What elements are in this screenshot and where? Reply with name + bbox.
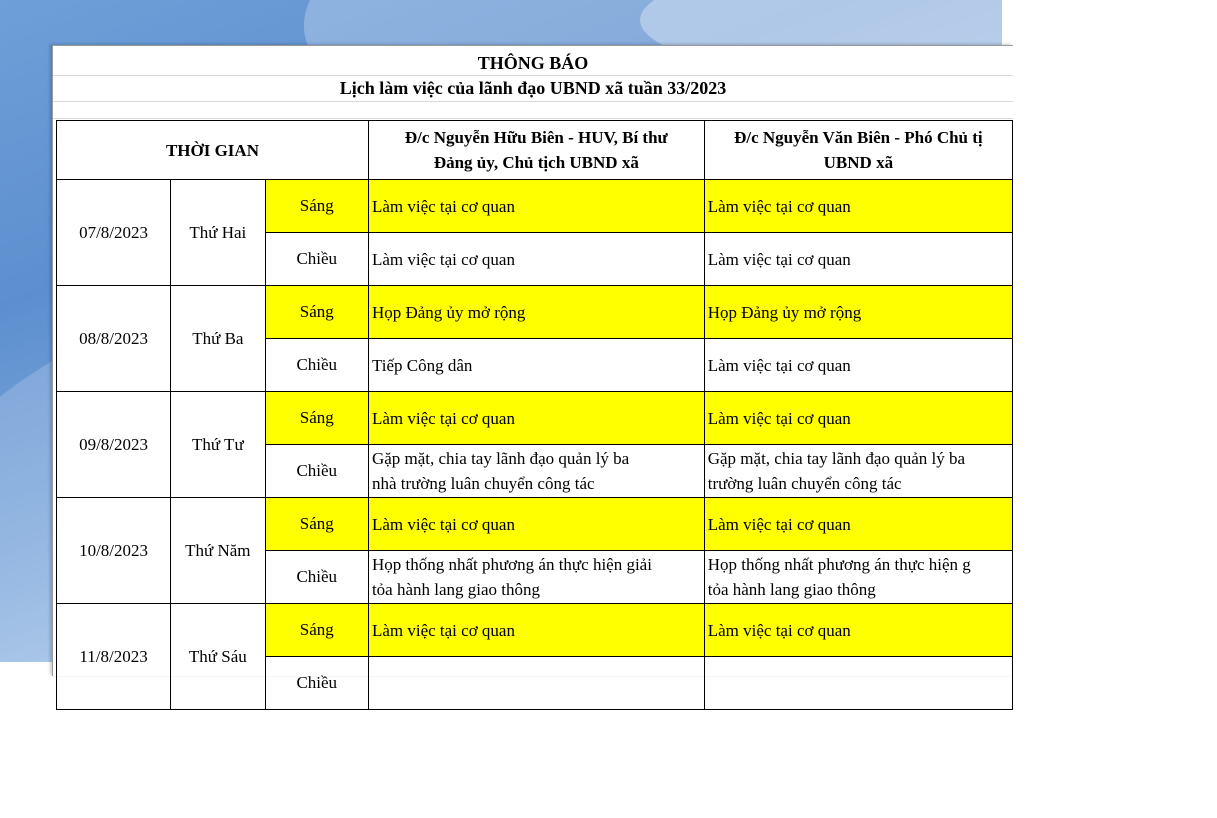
leader2-header bbox=[704, 121, 1012, 180]
session-afternoon-cell[interactable]: Chiều bbox=[265, 657, 368, 710]
morning-row bbox=[57, 392, 1013, 445]
activity-text: Làm việc tại cơ quan bbox=[707, 514, 851, 534]
activity-text: Gặp mặt, chia tay lãnh đạo quản lý ba bbox=[371, 449, 630, 468]
morning-row bbox=[57, 604, 1013, 657]
activity-text: Làm việc tại cơ quan bbox=[371, 514, 515, 534]
session-morning-cell[interactable]: Sáng bbox=[265, 392, 368, 445]
activity-text: Làm việc tại cơ quan bbox=[707, 620, 851, 640]
session-morning-cell[interactable]: Sáng bbox=[265, 286, 368, 339]
blank-row bbox=[53, 101, 1013, 119]
page-subtitle: Lịch làm việc của lãnh đạo UBND xã tuần 33/2023 bbox=[339, 78, 727, 98]
activity-cell[interactable] bbox=[368, 657, 704, 710]
title-row bbox=[53, 50, 1013, 76]
time-header: THỜI GIAN bbox=[57, 121, 369, 180]
activity-text: Làm việc tại cơ quan bbox=[371, 196, 515, 216]
date-cell[interactable]: 07/8/2023 bbox=[57, 180, 171, 286]
leader2-name: Đ/c Nguyễn Văn Biên - Phó Chủ tị bbox=[734, 128, 983, 147]
activity-text: tỏa hành lang giao thông bbox=[371, 580, 541, 599]
activity-cell[interactable] bbox=[368, 445, 704, 498]
activity-cell[interactable] bbox=[704, 286, 1012, 339]
weekday-cell[interactable]: Thứ Tư bbox=[171, 392, 265, 498]
activity-text: Làm việc tại cơ quan bbox=[707, 196, 851, 216]
activity-text: Làm việc tại cơ quan bbox=[707, 249, 851, 269]
activity-cell[interactable] bbox=[704, 339, 1012, 392]
morning-row bbox=[57, 498, 1013, 551]
activity-text: Làm việc tại cơ quan bbox=[371, 408, 515, 428]
activity-text: Làm việc tại cơ quan bbox=[707, 355, 851, 375]
date-cell[interactable]: 09/8/2023 bbox=[57, 392, 171, 498]
session-morning-cell[interactable]: Sáng bbox=[265, 604, 368, 657]
activity-text: Làm việc tại cơ quan bbox=[707, 408, 851, 428]
activity-cell[interactable] bbox=[704, 233, 1012, 286]
date-cell[interactable]: 10/8/2023 bbox=[57, 498, 171, 604]
activity-text: Họp thống nhất phương án thực hiện giải bbox=[371, 555, 652, 574]
activity-cell[interactable] bbox=[704, 498, 1012, 551]
activity-cell[interactable] bbox=[704, 604, 1012, 657]
activity-text: Họp Đảng ủy mở rộng bbox=[371, 302, 526, 322]
activity-text: tỏa hành lang giao thông bbox=[707, 580, 876, 599]
session-afternoon-cell[interactable]: Chiều bbox=[265, 445, 368, 498]
activity-text: trường luân chuyển công tác bbox=[707, 474, 902, 493]
activity-cell[interactable] bbox=[368, 233, 704, 286]
leader2-title: UBND xã bbox=[823, 153, 894, 172]
page-title: THÔNG BÁO bbox=[477, 53, 589, 73]
weekday-cell[interactable]: Thứ Hai bbox=[171, 180, 265, 286]
activity-text: nhà trường luân chuyển công tác bbox=[371, 474, 595, 493]
activity-cell[interactable] bbox=[704, 445, 1012, 498]
activity-text: Tiếp Công dân bbox=[371, 355, 473, 375]
leader1-title: Đảng ủy, Chủ tịch UBND xã bbox=[433, 153, 639, 172]
subtitle-row bbox=[53, 75, 1013, 102]
activity-cell[interactable] bbox=[368, 604, 704, 657]
session-morning-cell[interactable]: Sáng bbox=[265, 180, 368, 233]
activity-cell[interactable] bbox=[368, 498, 704, 551]
activity-cell[interactable] bbox=[368, 551, 704, 604]
activity-cell[interactable] bbox=[368, 339, 704, 392]
weekday-cell[interactable]: Thứ Năm bbox=[171, 498, 265, 604]
weekday-cell[interactable]: Thứ Sáu bbox=[171, 604, 265, 710]
session-morning-cell[interactable]: Sáng bbox=[265, 498, 368, 551]
activity-cell[interactable] bbox=[368, 286, 704, 339]
morning-row bbox=[57, 286, 1013, 339]
session-afternoon-cell[interactable]: Chiều bbox=[265, 551, 368, 604]
activity-text: Gặp mặt, chia tay lãnh đạo quản lý ba bbox=[707, 449, 966, 468]
leader1-name: Đ/c Nguyễn Hữu Biên - HUV, Bí thư bbox=[404, 128, 668, 147]
session-afternoon-cell[interactable]: Chiều bbox=[265, 233, 368, 286]
spreadsheet-page bbox=[52, 45, 1013, 692]
activity-text: Họp thống nhất phương án thực hiện g bbox=[707, 555, 971, 574]
activity-text: Họp Đảng ủy mở rộng bbox=[707, 302, 862, 322]
activity-cell[interactable] bbox=[704, 657, 1012, 710]
activity-text: Làm việc tại cơ quan bbox=[371, 249, 515, 269]
activity-cell[interactable] bbox=[368, 180, 704, 233]
activity-cell[interactable] bbox=[368, 392, 704, 445]
activity-text: Làm việc tại cơ quan bbox=[371, 620, 515, 640]
weekday-cell[interactable]: Thứ Ba bbox=[171, 286, 265, 392]
date-cell[interactable]: 11/8/2023 bbox=[57, 604, 171, 710]
activity-cell[interactable] bbox=[704, 392, 1012, 445]
activity-cell[interactable] bbox=[704, 551, 1012, 604]
table-header-row bbox=[57, 121, 1013, 180]
session-afternoon-cell[interactable]: Chiều bbox=[265, 339, 368, 392]
date-cell[interactable]: 08/8/2023 bbox=[57, 286, 171, 392]
activity-cell[interactable] bbox=[704, 180, 1012, 233]
morning-row bbox=[57, 180, 1013, 233]
leader1-header bbox=[368, 121, 704, 180]
schedule-table bbox=[56, 120, 1013, 710]
